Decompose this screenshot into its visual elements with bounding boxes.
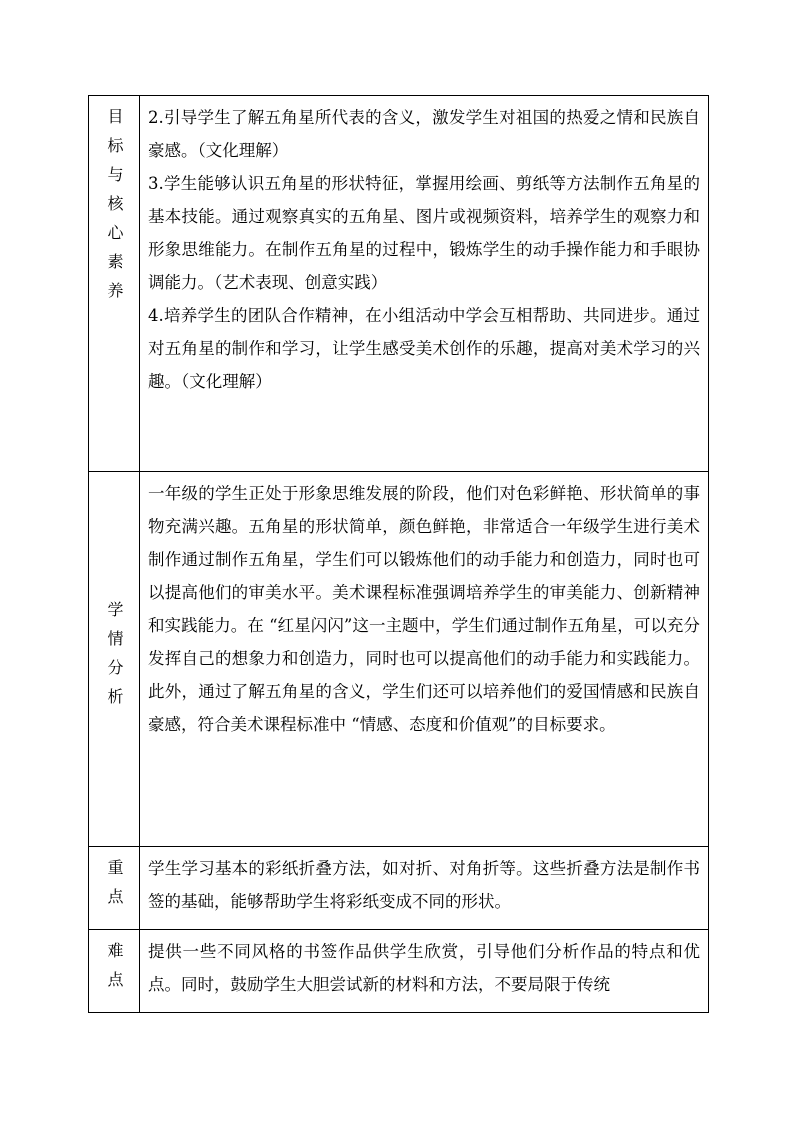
difficulties-paragraph: 提供一些不同风格的书签作品供学生欣赏，引导他们分析作品的特点和优点。同时，鼓励学生大胆尝试新的材料和方法，不要局限于传统 [148, 942, 700, 994]
goal-paragraph-2: 2.引导学生了解五角星所代表的含义，激发学生对祖国的热爱之情和民族自豪感。（文化理解） [148, 108, 700, 160]
row-label-analysis: 学情分析 [105, 601, 124, 717]
table-row-goals [89, 96, 709, 472]
row-label-cell [89, 930, 140, 1013]
row-content-cell [140, 847, 709, 930]
table-row-analysis [89, 472, 709, 847]
row-content-cell [140, 472, 709, 847]
row-label-cell [89, 96, 140, 472]
lesson-plan-table [88, 95, 709, 1013]
row-label-cell [89, 472, 140, 847]
row-content-cell [140, 96, 709, 472]
analysis-paragraph: 一年级的学生正处于形象思维发展的阶段，他们对色彩鲜艳、形状简单的事物充满兴趣。五角星的形状简单，颜色鲜艳，非常适合一年级学生进行美术制作通过制作五角星，学生们可以锻炼他们的动手能力和创造力，同时也可以提高他们的审美水平。美术课程标准强调培养学生的审美能力、创新精神和实践能力。在 “红星闪闪”这一主题中，学生们通过制作五角星，可以充分发挥自己的想象力和创造力，同时也可以提高他们的动手能力和实践能力。此外，通过了解五角星的含义，学生们还可以培养他们的爱国情感和民族自豪感，符合美术课程标准中 “情感、态度和价值观”的目标要求。 [148, 484, 700, 734]
row-label-key-points: 重点 [105, 859, 124, 917]
goal-paragraph-4: 4.培养学生的团队合作精神，在小组活动中学会互相帮助、共同进步。通过对五角星的制作和学习，让学生感受美术创作的乐趣，提高对美术学习的兴趣。（文化理解） [148, 306, 700, 391]
table-row-difficulties [89, 930, 709, 1013]
table-row-key-points [89, 847, 709, 930]
row-label-cell [89, 847, 140, 930]
goal-paragraph-3: 3.学生能够认识五角星的形状特征，掌握用绘画、剪纸等方法制作五角星的基本技能。通过观察真实的五角星、图片或视频资料，培养学生的观察力和形象思维能力。在制作五角星的过程中，锻炼学生的动手操作能力和手眼协调能力。（艺术表现、创意实践） [148, 174, 700, 292]
row-label-goals: 目标与核心素养 [105, 108, 124, 311]
row-label-difficulties: 难点 [105, 942, 124, 1000]
key-points-paragraph: 学生学习基本的彩纸折叠方法，如对折、对角折等。这些折叠方法是制作书签的基础，能够帮助学生将彩纸变成不同的形状。 [148, 859, 700, 911]
row-content-cell [140, 930, 709, 1013]
